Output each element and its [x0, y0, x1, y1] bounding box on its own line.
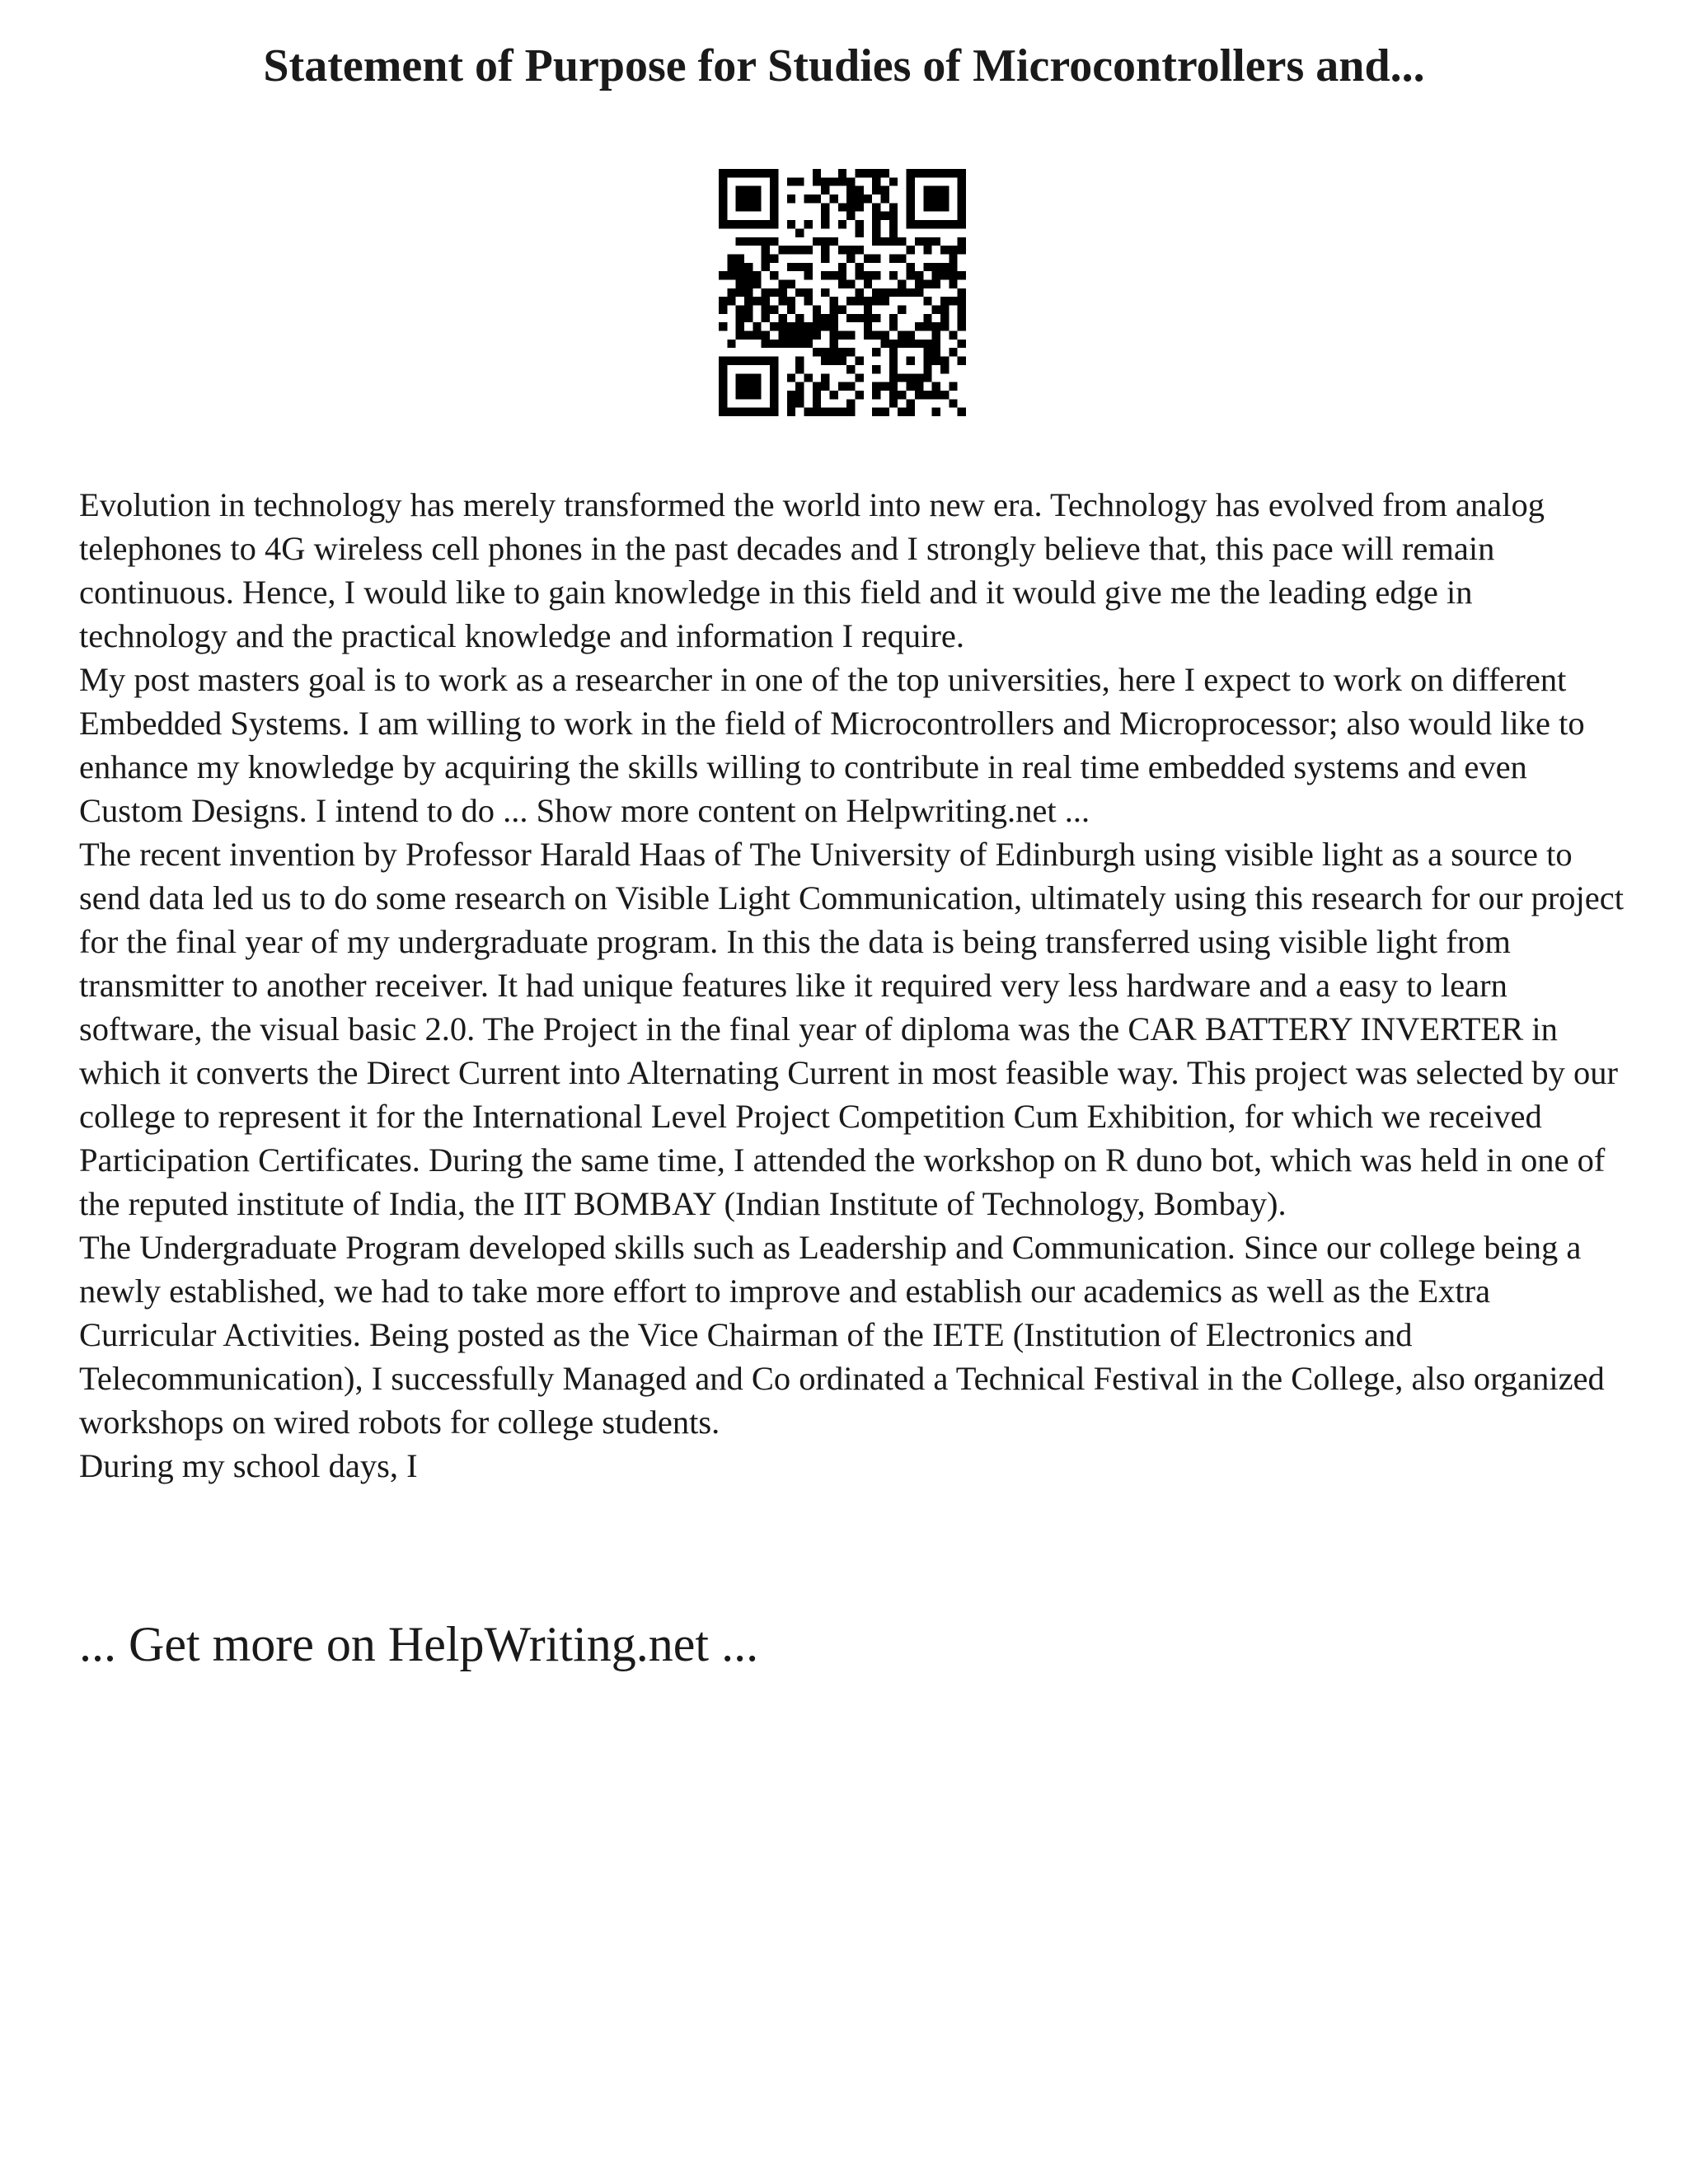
paragraph: Evolution in technology has merely transformed the world into new era. Technology has evolved from analog telephones to 4G wireless cell phones in the past decades and I strongly believe that, this pace will remain continuous. Hence, I would like to gain knowledge in this field and it would give me the leading edge in technology and the practical knowledge and information I require.	[79, 486, 1545, 654]
paragraph: During my school days, I	[79, 1447, 418, 1484]
paragraph: The Undergraduate Program developed skills such as Leadership and Communication. Since our college being a newly established, we had to take more effort to improve and establish our academics as well as the Extra Curricular Activities. Being posted as the Vice Chairman of the IETE (Institution of Electronics and Telecommunication), I successfully Managed and Co ordinated a Technical Festival in the College, also organized workshops on wired robots for college students.	[79, 1229, 1605, 1441]
document-body	[79, 483, 1629, 1488]
qr-code-icon	[719, 169, 966, 416]
paragraph: My post masters goal is to work as a researcher in one of the top universities, here I expect to work on different Embedded Systems. I am willing to work in the field of Microcontrollers and Microprocessor; also would like to enhance my knowledge by acquiring the skills willing to contribute in real time embedded systems and even Custom Designs. I intend to do ... Show more content on Helpwriting.net ...	[79, 661, 1585, 829]
get-more-link[interactable]: ... Get more on HelpWriting.net ...	[79, 1617, 759, 1671]
paragraph: The recent invention by Professor Harald Haas of The University of Edinburgh using visible light as a source to send data led us to do some research on Visible Light Communication, ultimately using this research for our project for the final year of my undergraduate program. In this the data is being transferred using visible light from transmitter to another receiver. It had unique features like it required very less hardware and a easy to learn software, the visual basic 2.0. The Project in the final year of diploma was the CAR BATTERY INVERTER in which it converts the Direct Current into Alternating Current in most feasible way. This project was selected by our college to represent it for the International Level Project Competition Cum Exhibition, for which we received Participation Certificates. During the same time, I attended the workshop on R duno bot, which was held in one of the reputed institute of India, the IIT BOMBAY (Indian Institute of Technology, Bombay).	[79, 836, 1625, 1222]
page-title: Statement of Purpose for Studies of Microcontrollers and...	[263, 40, 1425, 91]
